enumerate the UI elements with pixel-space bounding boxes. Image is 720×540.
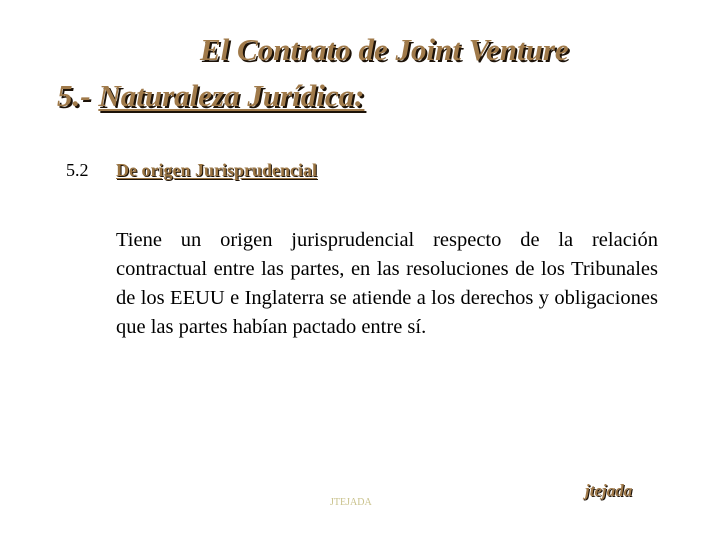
section-heading (66, 158, 317, 182)
slide-title-line-1: El Contrato de Joint Venture (200, 32, 569, 67)
section-title: De origen Jurisprudencial (116, 160, 317, 180)
slide-title-line-2 (57, 78, 364, 114)
author-signature: jtejada (585, 481, 633, 500)
title-number-prefix: 5.- (57, 78, 99, 113)
footer-watermark-text: JTEJADA (330, 497, 372, 508)
title-underlined-heading: Naturaleza Jurídica: (98, 78, 365, 113)
section-number: 5.2 (66, 160, 89, 180)
section-body-text: Tiene un origen jurisprudencial respecto de la relación contractual entre las partes, en las resoluciones de los Tribunales de los EEUU e Inglaterra se atiende a los derechos y obligaciones que las partes habían pactado entre sí. (116, 229, 658, 338)
